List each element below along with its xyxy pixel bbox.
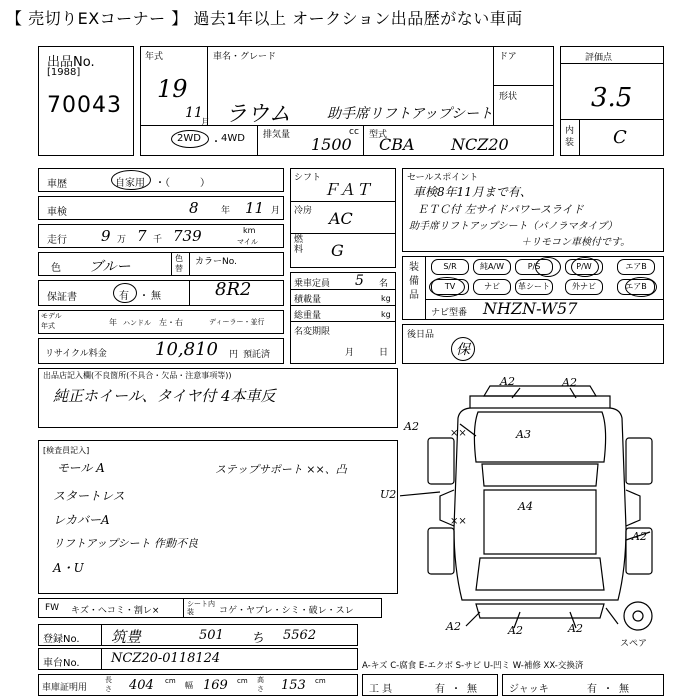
- registration-label: 登録No.: [43, 634, 80, 645]
- color-change-label: 色替: [175, 254, 183, 273]
- certificate-label: 車庫証明用: [42, 683, 88, 693]
- model-row-year-label: 年式: [41, 322, 55, 330]
- warranty-sep: ・: [139, 291, 149, 302]
- changed-month: 月: [345, 348, 355, 358]
- height-value: 153: [281, 678, 306, 693]
- name-label: 車名・グレード: [213, 52, 277, 62]
- warranty-no: 無: [151, 291, 161, 302]
- inspection-year-unit: 年: [221, 206, 231, 216]
- jack-sep: ・: [603, 684, 613, 695]
- sales-line-1: 車検8年11月まで有、: [413, 185, 532, 199]
- jack-yes: 有: [587, 684, 597, 695]
- height-unit: cm: [315, 677, 326, 685]
- capacity-label: 乗車定員: [294, 279, 331, 289]
- inspector-right-0: ステップサポート ××、凸: [215, 463, 347, 476]
- changed-label: 名変期限: [294, 327, 331, 337]
- cc-unit: cc: [349, 127, 359, 137]
- navi-model-label: ナビ型番: [431, 308, 468, 318]
- seat-items: コゲ・ヤブレ・シミ・破レ・スレ: [219, 606, 354, 616]
- drive-sep: ・: [211, 137, 221, 148]
- jack-no: 無: [619, 684, 629, 695]
- color-label: 色: [51, 263, 61, 274]
- after-date-label: 後日品: [407, 330, 435, 340]
- sales-points-box: [402, 168, 664, 252]
- mileage-mile: マイル: [237, 238, 258, 246]
- sales-points-label: セールスポイント: [407, 173, 479, 183]
- chassis-row: [38, 648, 358, 670]
- handle-label: ハンドル: [123, 319, 151, 327]
- door-label: ドア: [499, 52, 517, 62]
- notes-line-1: 純正ホイール、タイヤ付 4本車反: [53, 387, 276, 405]
- shift-value: ＦＡＴ: [323, 180, 372, 199]
- color-code: 8R2: [215, 279, 252, 300]
- inspector-label: [検査員記入]: [43, 446, 90, 455]
- tools-label: 工 具: [369, 684, 393, 695]
- mileage-man: 9: [101, 227, 111, 245]
- ac-value: AC: [329, 209, 353, 228]
- jack-label: ジャッキ: [509, 684, 549, 695]
- mileage-man-unit: 万: [117, 235, 127, 245]
- model-row: [38, 310, 284, 334]
- shift-label: シフト: [294, 173, 322, 183]
- equip-aw: 純A/W: [473, 259, 511, 275]
- inspector-left-0: モール A: [57, 461, 105, 475]
- capacity-unit: 名: [379, 279, 389, 289]
- interior-label: 内装: [565, 126, 575, 148]
- mark-a4: A4: [518, 500, 533, 513]
- length-unit: cm: [165, 677, 176, 685]
- condition-items: キズ・ヘコミ・割レ×: [71, 606, 160, 616]
- load-unit: kg: [381, 294, 391, 303]
- history-label: 車歴: [47, 179, 67, 190]
- score-value: 3.5: [591, 83, 633, 113]
- width-unit: cm: [237, 677, 248, 685]
- car-diagram: [400, 368, 700, 648]
- equip-sr: S/R: [431, 259, 469, 275]
- width-label: 幅: [185, 681, 193, 690]
- mark-xx-side: ××: [450, 516, 467, 527]
- navi-model: NHZN-W57: [483, 299, 578, 318]
- length-value: 404: [129, 678, 154, 693]
- model-row-year-unit: 年: [109, 318, 117, 327]
- mark-a2-left: A2: [404, 420, 419, 433]
- tools-sep: ・: [451, 684, 461, 695]
- spare-label: スペア: [620, 639, 648, 649]
- equip-airbag: エアB: [617, 259, 655, 275]
- car-name: ラウム: [225, 102, 291, 127]
- equip-leather: 革シート: [515, 279, 553, 295]
- score-box: [560, 46, 664, 156]
- seat-label: シート内装: [187, 600, 215, 616]
- score-label: 評価点: [585, 53, 613, 63]
- changed-day: 日: [379, 348, 389, 358]
- color-code-label: カラーNo.: [195, 257, 237, 267]
- cc-value: 1500: [311, 135, 352, 154]
- model-label: 型式: [369, 130, 388, 140]
- length-label: 長さ: [105, 676, 112, 693]
- capacity-value: 5: [355, 273, 364, 289]
- mileage-label: 走行: [47, 235, 67, 246]
- registration-kana: ち: [251, 631, 265, 646]
- inspection-year: 8: [189, 199, 199, 217]
- history-rest: ・（ ）: [155, 178, 210, 189]
- chassis-label: 車台No.: [43, 658, 80, 669]
- equip-ps: P/S: [515, 259, 553, 275]
- sales-line-3: 助手席リフトアップシート（パノラマタイプ）: [409, 221, 618, 232]
- inspector-left-4: A・U: [53, 561, 84, 575]
- registration-class: 501: [199, 628, 224, 643]
- mark-xx-front: ××: [450, 428, 467, 439]
- inspector-box: [38, 440, 398, 594]
- equip-airbag-2: エアB: [617, 279, 655, 295]
- year-value: 19: [157, 75, 188, 103]
- mileage-sen: 7: [137, 227, 147, 245]
- history-row: [38, 168, 284, 192]
- mark-a2-right: A2: [632, 530, 647, 543]
- lot-label: 出品No.: [47, 55, 95, 70]
- gross-label: 総重量: [294, 311, 322, 321]
- mileage-km: km: [243, 226, 256, 235]
- interior-value: C: [613, 127, 627, 148]
- notes-label: 出品店記入欄(不良箇所(不具合・欠品・注意事項等)): [43, 371, 232, 380]
- damage-legend: A-キズ C-腐食 E-エクボ S-サビ U-凹ミ W-補修 XX-交換済: [362, 661, 584, 671]
- recycle-label: リサイクル料金: [45, 349, 107, 359]
- month-value: 11: [185, 105, 203, 121]
- mark-a2-bottom-right: A2: [568, 622, 583, 635]
- color-value: ブルー: [89, 259, 131, 275]
- recycle-unit: 円: [229, 350, 239, 360]
- inspection-row: [38, 196, 284, 220]
- vehicle-box: [140, 46, 554, 156]
- warranty-yes: 有: [119, 291, 129, 302]
- registration-area: 筑豊: [111, 628, 142, 646]
- fuel-label: 燃料: [294, 235, 304, 255]
- header-title: 【 売切りEXコーナー 】 過去1年以上 オークション出品歴がない車両: [6, 9, 523, 28]
- inspector-left-2: レカバーA: [53, 513, 110, 527]
- inspection-label: 車検: [47, 207, 67, 218]
- notes-box: [38, 368, 398, 428]
- inspection-month-unit: 月: [271, 206, 281, 216]
- jack-box: [502, 674, 664, 696]
- chassis-value: NCZ20-0118124: [111, 651, 221, 666]
- model-row-label: モデル: [41, 312, 62, 320]
- tools-box: [362, 674, 498, 696]
- registration-row: [38, 624, 358, 646]
- after-date-box: [402, 324, 664, 364]
- shift-box: [290, 168, 396, 268]
- mark-a3: A3: [516, 428, 531, 441]
- history-value: 自家用: [115, 178, 145, 189]
- month-unit: 月: [201, 118, 211, 128]
- equipment-box: [402, 256, 664, 320]
- drive-2wd: 2WD: [177, 133, 201, 144]
- mark-u2: U2: [380, 488, 397, 501]
- ac-label: 冷房: [294, 206, 313, 216]
- shape-label: 形状: [499, 92, 518, 102]
- inspection-month: 11: [245, 199, 265, 217]
- mileage-rest: 739: [173, 227, 202, 245]
- inspector-left-1: スタートレス: [53, 489, 125, 503]
- dealer-label: ディーラー・並行: [209, 318, 265, 326]
- tools-yes: 有: [435, 684, 445, 695]
- sales-line-2: ＥＴＣ付 左サイドパワースライド: [417, 203, 584, 216]
- cc-label: 排気量: [263, 130, 291, 140]
- recycle-row: [38, 338, 284, 364]
- equipment-label: 装備品: [409, 262, 419, 301]
- model-prefix: CBA: [379, 135, 415, 154]
- inspector-left-3: リフトアップシート 作動不良: [53, 537, 198, 550]
- gross-unit: kg: [381, 310, 391, 319]
- recycle-amount: 10,810: [155, 339, 218, 360]
- mileage-sen-unit: 千: [153, 235, 163, 245]
- lot-sub-label: [1988]: [47, 67, 81, 78]
- handle-opts: 左・右: [159, 318, 183, 327]
- mileage-row: [38, 224, 284, 248]
- lot-number: 70043: [47, 93, 122, 118]
- lot-number-box: [38, 46, 134, 156]
- mark-a2-top-left: A2: [500, 375, 515, 388]
- year-label: 年式: [145, 52, 164, 62]
- mark-a2-bottom-mid: A2: [508, 624, 523, 637]
- car-grade: 助手席リフトアップシート: [327, 106, 494, 122]
- sales-line-4: ＋リモコン車検付です。: [521, 237, 631, 248]
- model-value: NCZ20: [451, 135, 509, 154]
- after-date-value: 保: [456, 342, 470, 358]
- drive-4wd: 4WD: [221, 133, 245, 144]
- condition-label: FW: [45, 603, 60, 613]
- fuel-value: G: [331, 241, 344, 260]
- equip-tv: TV: [431, 279, 469, 295]
- color-row: [38, 252, 284, 276]
- warranty-row: [38, 280, 284, 306]
- equip-ext-navi: 外ナビ: [565, 279, 603, 295]
- tools-no: 無: [467, 684, 477, 695]
- mark-a2-bottom-left: A2: [446, 620, 461, 633]
- height-label: 高さ: [257, 676, 264, 693]
- equip-navi: ナビ: [473, 279, 511, 295]
- recycle-status: 預託済: [243, 350, 271, 360]
- mark-a2-top-right: A2: [562, 376, 577, 389]
- capacity-box: [290, 272, 396, 364]
- warranty-label: 保証書: [47, 292, 77, 303]
- registration-num: 5562: [283, 628, 317, 643]
- condition-row: [38, 598, 382, 618]
- equip-pw: P/W: [565, 259, 603, 275]
- width-value: 169: [203, 678, 228, 693]
- load-label: 積載量: [294, 295, 322, 305]
- certificate-row: [38, 674, 358, 696]
